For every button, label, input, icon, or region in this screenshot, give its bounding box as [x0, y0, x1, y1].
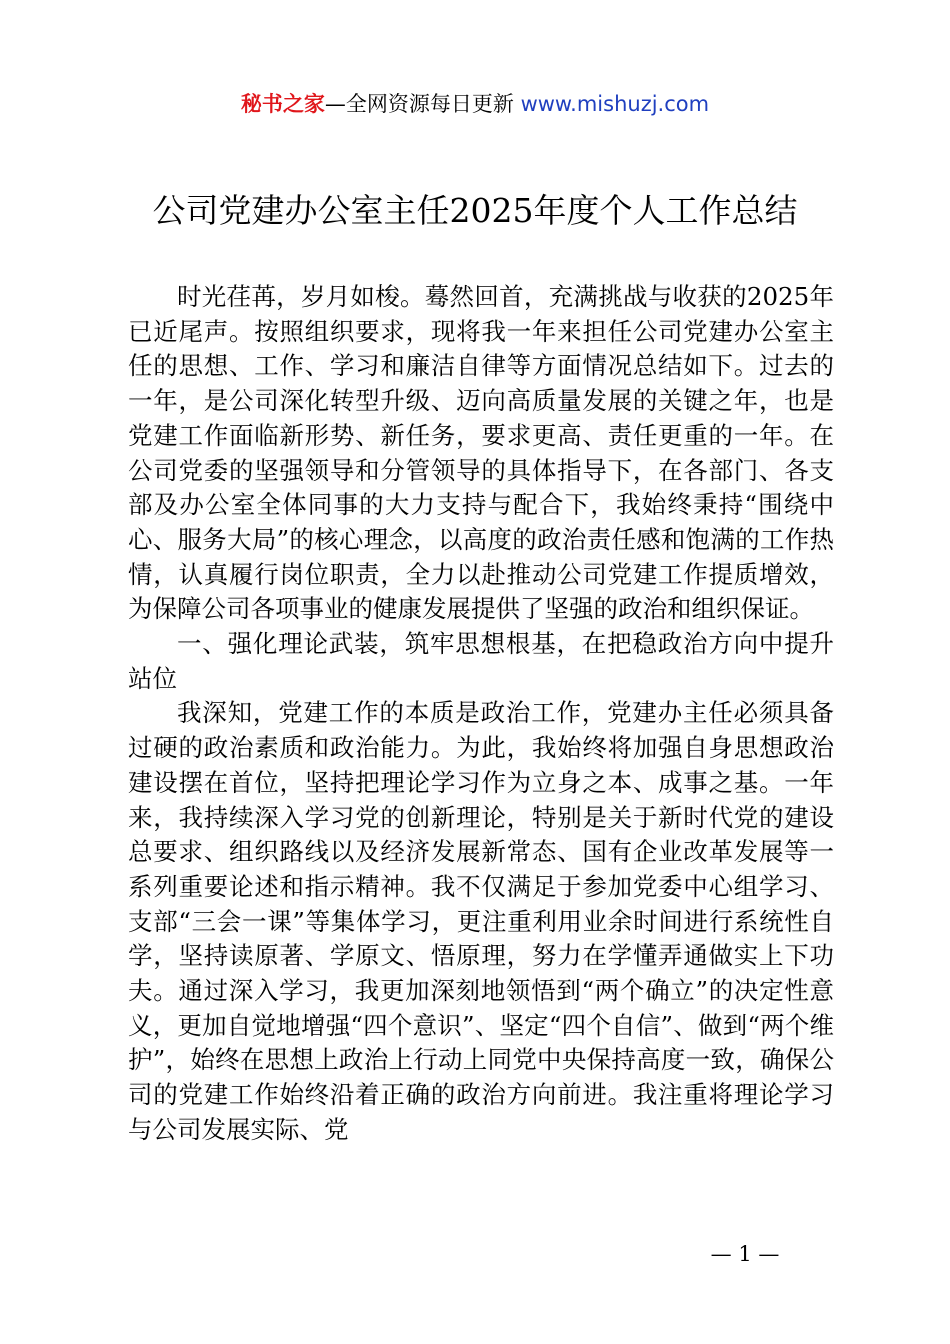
paragraph-intro: 时光荏苒，岁月如梭。蓦然回首，充满挑战与收获的2025年已近尾声。按照组织要求，现将我一年来担任公司党建办公室主任的思想、工作、学习和廉洁自律等方面情况总结如下。过去的一年，是公司深化转型升级、迈向高质量发展的关键之年，也是党建工作面临新形势、新任务，要求更高、责任更重的一年。在公司党委的坚强领导和分管领导的具体指导下，在各部门、各支部及办公室全体同事的大力支持与配合下，我始终秉持“围绕中心、服务大局”的核心理念，以高度的政治责任感和饱满的工作热情，认真履行岗位职责，全力以赴推动公司党建工作提质增效，为保障公司各项事业的健康发展提供了坚强的政治和组织保证。 — [128, 282, 834, 624]
site-header — [0, 88, 950, 120]
brand-name: 秘书之家 — [240, 92, 325, 116]
site-url: www.mishuzj.com — [520, 92, 710, 116]
document-body — [128, 280, 834, 1148]
header-tagline: —全网资源每日更新 — [324, 92, 521, 116]
document-title: 公司党建办公室主任2025年度个人工作总结 — [152, 191, 798, 230]
section-heading-1: 一、强化理论武装，筑牢思想根基，在把稳政治方向中提升站位 — [128, 629, 834, 693]
page-number: — 1 — — [710, 1242, 780, 1266]
paragraph-section-1: 我深知，党建工作的本质是政治工作，党建办主任必须具备过硬的政治素质和政治能力。为此，我始终将加强自身思想政治建设摆在首位，坚持把理论学习作为立身之本、成事之基。一年来，我持续深入学习党的创新理论，特别是关于新时代党的建设总要求、组织路线以及经济发展新常态、国有企业改革发展等一系列重要论述和指示精神。我不仅满足于参加党委中心组学习、支部“三会一课”等集体学习，更注重利用业余时间进行系统性自学，坚持读原著、学原文、悟原理，努力在学懂弄通做实上下功夫。通过深入学习，我更加深刻地领悟到“两个确立”的决定性意义，更加自觉地增强“四个意识”、坚定“四个自信”、做到“两个维护”，始终在思想上政治上行动上同党中央保持高度一致，确保公司的党建工作始终沿着正确的政治方向前进。我注重将理论学习与公司发展实际、党 — [128, 698, 834, 1144]
